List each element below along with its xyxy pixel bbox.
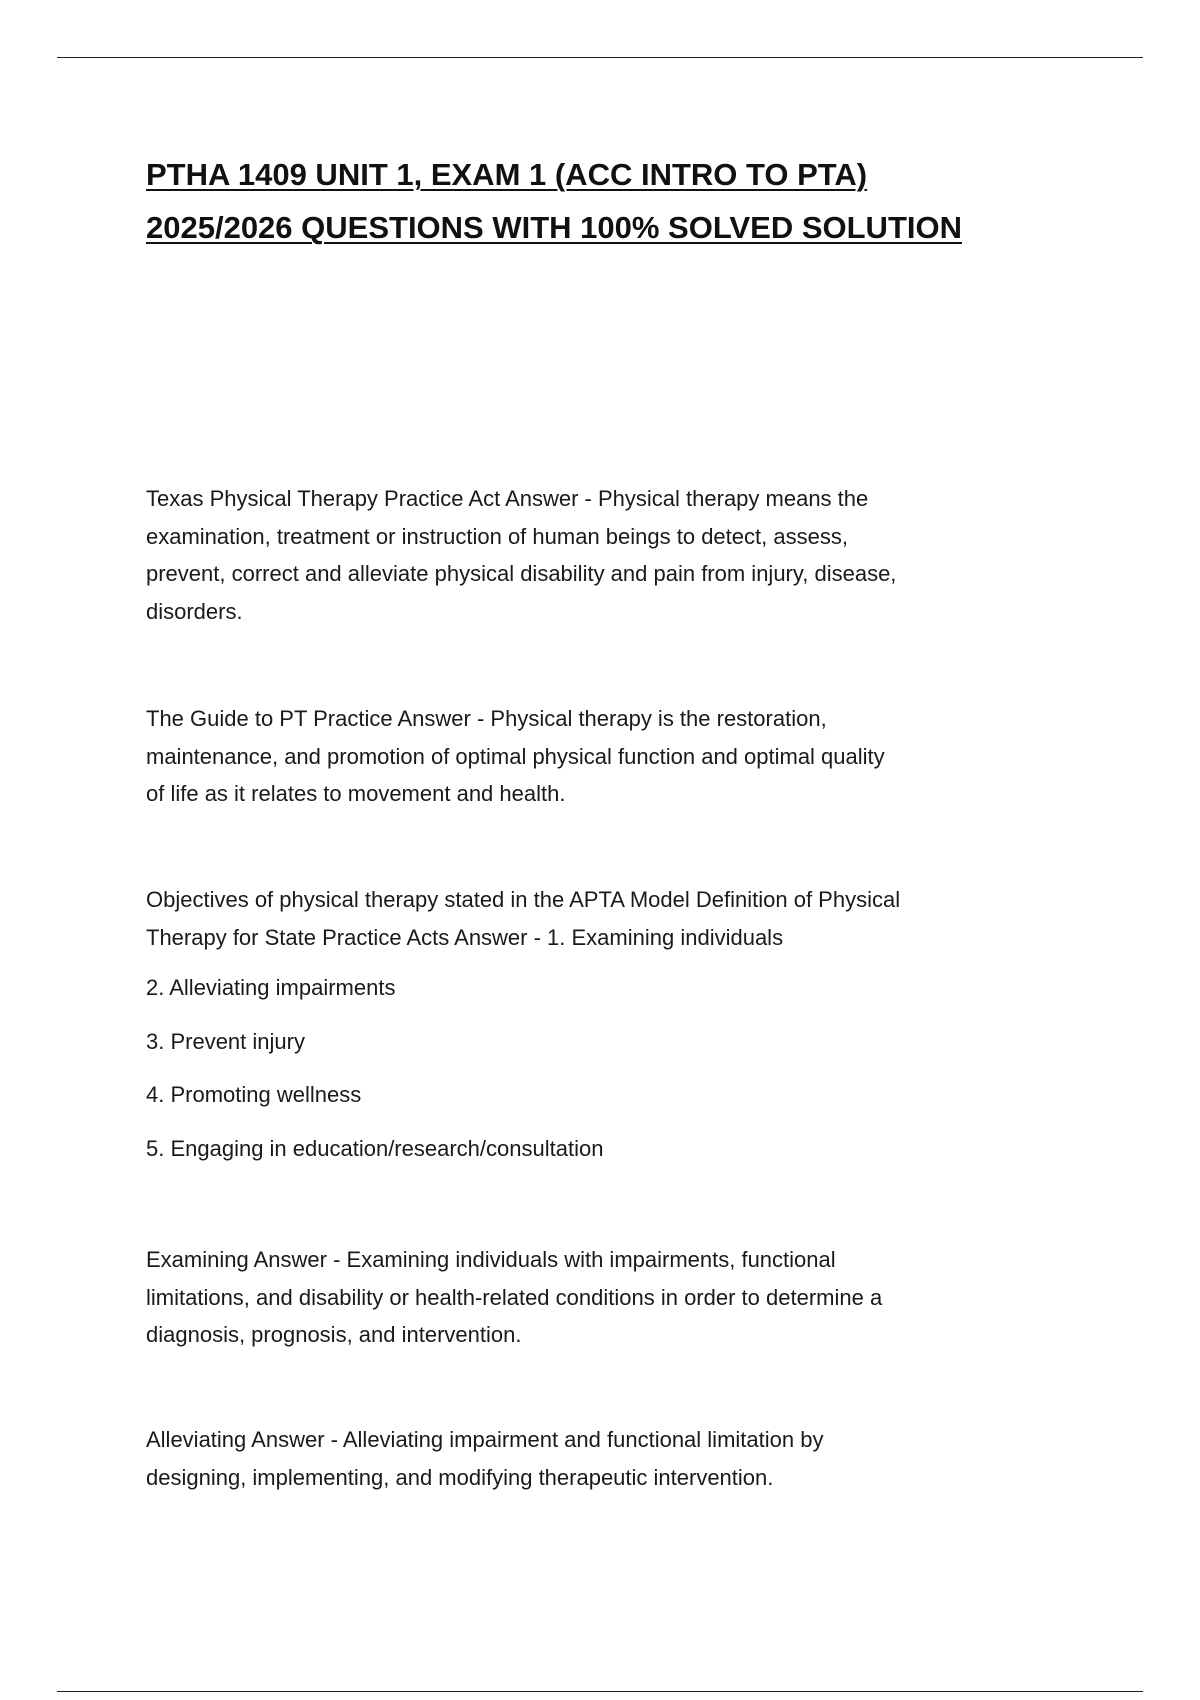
title-line-1: PTHA 1409 UNIT 1, EXAM 1 (ACC INTRO TO PTA) <box>146 157 868 192</box>
objective-list-item: 2. Alleviating impairments <box>146 975 396 1000</box>
footer-rule <box>57 1691 1143 1692</box>
entry-line: The Guide to PT Practice Answer - Physical therapy is the restoration, <box>146 706 827 731</box>
entry-line: prevent, correct and alleviate physical disability and pain from injury, disease, <box>146 561 897 586</box>
entry-line: Therapy for State Practice Acts Answer - 1. Examining individuals <box>146 924 784 950</box>
objective-list-item: 4. Promoting wellness <box>146 1082 362 1107</box>
entry-line: limitations, and disability or health-related conditions in order to determine a <box>146 1284 883 1310</box>
header-rule <box>57 57 1143 58</box>
entry-line: of life as it relates to movement and health. <box>146 781 566 806</box>
objective-list-item: 5. Engaging in education/research/consultation <box>146 1136 604 1161</box>
qa-entry-objectives <box>146 881 1046 956</box>
entry-line: diagnosis, prognosis, and intervention. <box>146 1322 522 1347</box>
qa-entry-alleviating <box>146 1421 1046 1496</box>
entry-line: disorders. <box>146 598 243 624</box>
objective-list-item: 3. Prevent injury <box>146 1029 305 1054</box>
entry-line: designing, implementing, and modifying therapeutic intervention. <box>146 1464 774 1490</box>
entry-line: Objectives of physical therapy stated in the APTA Model Definition of Physical <box>146 887 901 912</box>
entry-line: Texas Physical Therapy Practice Act Answer - Physical therapy means the <box>146 486 869 511</box>
qa-entry-examining <box>146 1241 1046 1354</box>
title-line-2: 2025/2026 QUESTIONS WITH 100% SOLVED SOLUTION <box>146 210 962 245</box>
entry-line: examination, treatment or instruction of human beings to detect, assess, <box>146 523 848 549</box>
qa-entry-guide-to-pt-practice <box>146 700 1046 813</box>
qa-entry-texas-practice-act <box>146 480 1046 630</box>
document-title <box>146 148 1106 254</box>
entry-line: maintenance, and promotion of optimal physical function and optimal quality <box>146 743 885 769</box>
entry-line: Alleviating Answer - Alleviating impairment and functional limitation by <box>146 1427 824 1452</box>
entry-line: Examining Answer - Examining individuals with impairments, functional <box>146 1247 836 1272</box>
